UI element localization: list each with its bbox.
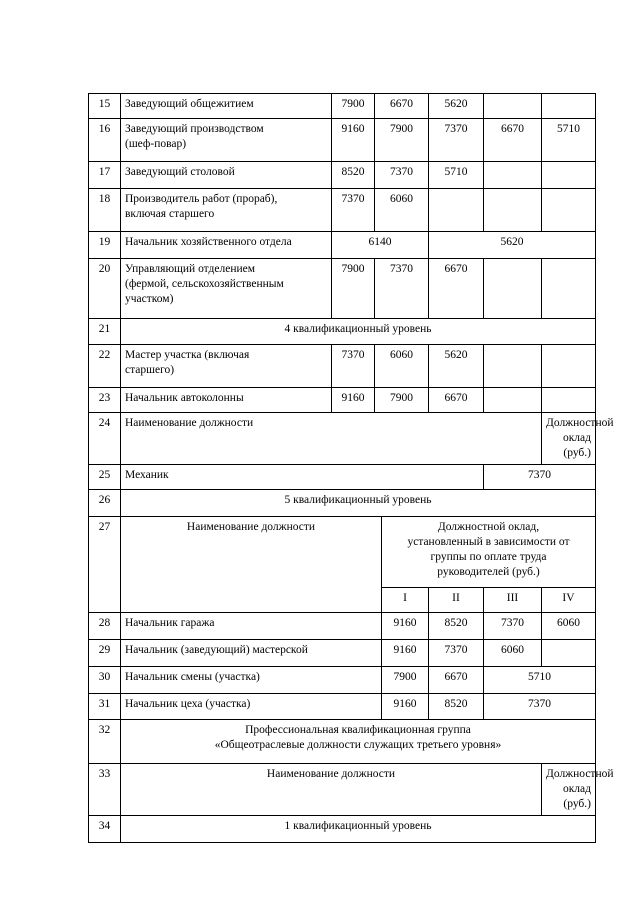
salary-cell xyxy=(484,345,542,388)
salary-cell: 5710 xyxy=(429,162,484,189)
table-row xyxy=(89,413,596,465)
position-name: Заведующий производством (шеф-повар) xyxy=(121,119,332,162)
table-row xyxy=(89,189,596,232)
table-row xyxy=(89,720,596,764)
column-header: Наименование должности xyxy=(121,413,542,465)
salary-cell xyxy=(484,94,542,119)
position-name: Мастер участка (включая старшего) xyxy=(121,345,332,388)
salary-cell: 7370 xyxy=(332,189,375,232)
salary-cell: 7370 xyxy=(375,162,429,189)
position-name: Управляющий отделением (фермой, сельскохозяйственным участком) xyxy=(121,259,332,319)
row-number: 30 xyxy=(89,667,121,694)
table-row xyxy=(89,667,596,694)
salary-cell: 7900 xyxy=(375,388,429,413)
salary-cell: 6670 xyxy=(429,259,484,319)
table-row xyxy=(89,764,596,816)
row-number: 27 xyxy=(89,517,121,613)
row-number: 19 xyxy=(89,232,121,259)
row-number: 32 xyxy=(89,720,121,764)
row-number: 18 xyxy=(89,189,121,232)
salary-cell xyxy=(542,189,596,232)
row-number: 22 xyxy=(89,345,121,388)
salary-cell xyxy=(542,94,596,119)
salary-cell: 6670 xyxy=(375,94,429,119)
salary-cell xyxy=(542,345,596,388)
salary-cell xyxy=(542,388,596,413)
table-row xyxy=(89,319,596,345)
row-number: 15 xyxy=(89,94,121,119)
row-number: 24 xyxy=(89,413,121,465)
row-number: 21 xyxy=(89,319,121,345)
salary-header: Должностной оклад (руб.) xyxy=(542,764,596,816)
salary-cell: 7900 xyxy=(375,119,429,162)
position-name: Начальник автоколонны xyxy=(121,388,332,413)
salary-cell xyxy=(542,259,596,319)
salary-cell xyxy=(542,640,596,667)
row-number: 26 xyxy=(89,490,121,517)
table-row xyxy=(89,259,596,319)
salary-cell: 8520 xyxy=(332,162,375,189)
row-number: 33 xyxy=(89,764,121,816)
table-row xyxy=(89,613,596,640)
salary-cell xyxy=(484,388,542,413)
salary-cell xyxy=(429,189,484,232)
row-number: 29 xyxy=(89,640,121,667)
position-name: Заведующий общежитием xyxy=(121,94,332,119)
table-row xyxy=(89,465,596,490)
salary-cell: 6060 xyxy=(484,640,542,667)
salary-cell: 9160 xyxy=(332,388,375,413)
salary-cell xyxy=(484,259,542,319)
salary-cell: 8520 xyxy=(429,694,484,720)
salary-cell xyxy=(484,189,542,232)
table-row xyxy=(89,388,596,413)
salary-table xyxy=(88,93,614,843)
salary-cell: 5710 xyxy=(542,119,596,162)
table-row xyxy=(89,490,596,517)
position-name: Заведующий столовой xyxy=(121,162,332,189)
position-name: Начальник гаража xyxy=(121,613,382,640)
salary-cell: 5620 xyxy=(429,94,484,119)
salary-cell xyxy=(484,162,542,189)
salary-cell: 5620 xyxy=(429,345,484,388)
salary-cell: 6060 xyxy=(375,345,429,388)
table-row xyxy=(89,162,596,189)
salary-cell: 6670 xyxy=(429,388,484,413)
salary-cell xyxy=(542,162,596,189)
row-number: 23 xyxy=(89,388,121,413)
table-row xyxy=(89,232,596,259)
qualification-level: 4 квалификационный уровень xyxy=(121,319,596,345)
salary-cell: 6060 xyxy=(375,189,429,232)
position-name: Производитель работ (прораб), включая старшего xyxy=(121,189,332,232)
salary-cell: 5620 xyxy=(429,232,596,259)
salary-header: Должностной оклад (руб.) xyxy=(542,413,596,465)
group-header: III xyxy=(484,588,542,613)
salary-cell: 5710 xyxy=(484,667,596,694)
salary-cell: 7370 xyxy=(332,345,375,388)
row-number: 31 xyxy=(89,694,121,720)
salary-cell: 7370 xyxy=(484,465,596,490)
position-name: Начальник цеха (участка) xyxy=(121,694,382,720)
qualification-level: 5 квалификационный уровень xyxy=(121,490,596,517)
table-row xyxy=(89,517,596,588)
row-number: 17 xyxy=(89,162,121,189)
salary-cell: 9160 xyxy=(332,119,375,162)
salary-cell: 6670 xyxy=(484,119,542,162)
table-row xyxy=(89,816,596,843)
salary-cell: 7370 xyxy=(375,259,429,319)
table-row xyxy=(89,119,596,162)
row-number: 16 xyxy=(89,119,121,162)
salary-header: Должностной оклад, установленный в зависимости от группы по оплате труда руководителей (руб.) xyxy=(382,517,596,588)
salary-cell: 7370 xyxy=(429,640,484,667)
table-row xyxy=(89,345,596,388)
row-number: 20 xyxy=(89,259,121,319)
qualification-group: Профессиональная квалификационная группа «Общеотраслевые должности служащих третьего уровня» xyxy=(121,720,596,764)
row-number: 28 xyxy=(89,613,121,640)
table-row xyxy=(89,640,596,667)
salary-cell: 7370 xyxy=(484,613,542,640)
row-number: 25 xyxy=(89,465,121,490)
qualification-level: 1 квалификационный уровень xyxy=(121,816,596,843)
table-row xyxy=(89,94,596,119)
position-name: Начальник хозяйственного отдела xyxy=(121,232,332,259)
salary-cell: 6670 xyxy=(429,667,484,694)
salary-cell: 7900 xyxy=(332,259,375,319)
salary-cell: 6060 xyxy=(542,613,596,640)
group-header: IV xyxy=(542,588,596,613)
salary-cell: 9160 xyxy=(382,694,429,720)
salary-cell: 9160 xyxy=(382,640,429,667)
salary-cell: 8520 xyxy=(429,613,484,640)
group-header: I xyxy=(382,588,429,613)
salary-cell: 7900 xyxy=(382,667,429,694)
group-header: II xyxy=(429,588,484,613)
salary-cell: 7370 xyxy=(429,119,484,162)
salary-cell: 7370 xyxy=(484,694,596,720)
column-header: Наименование должности xyxy=(121,764,542,816)
row-number: 34 xyxy=(89,816,121,843)
salary-cell: 7900 xyxy=(332,94,375,119)
position-name: Начальник (заведующий) мастерской xyxy=(121,640,382,667)
salary-cell: 9160 xyxy=(382,613,429,640)
position-name: Механик xyxy=(121,465,484,490)
table-row xyxy=(89,694,596,720)
position-name: Начальник смены (участка) xyxy=(121,667,382,694)
column-header: Наименование должности xyxy=(121,517,382,613)
salary-cell: 6140 xyxy=(332,232,429,259)
